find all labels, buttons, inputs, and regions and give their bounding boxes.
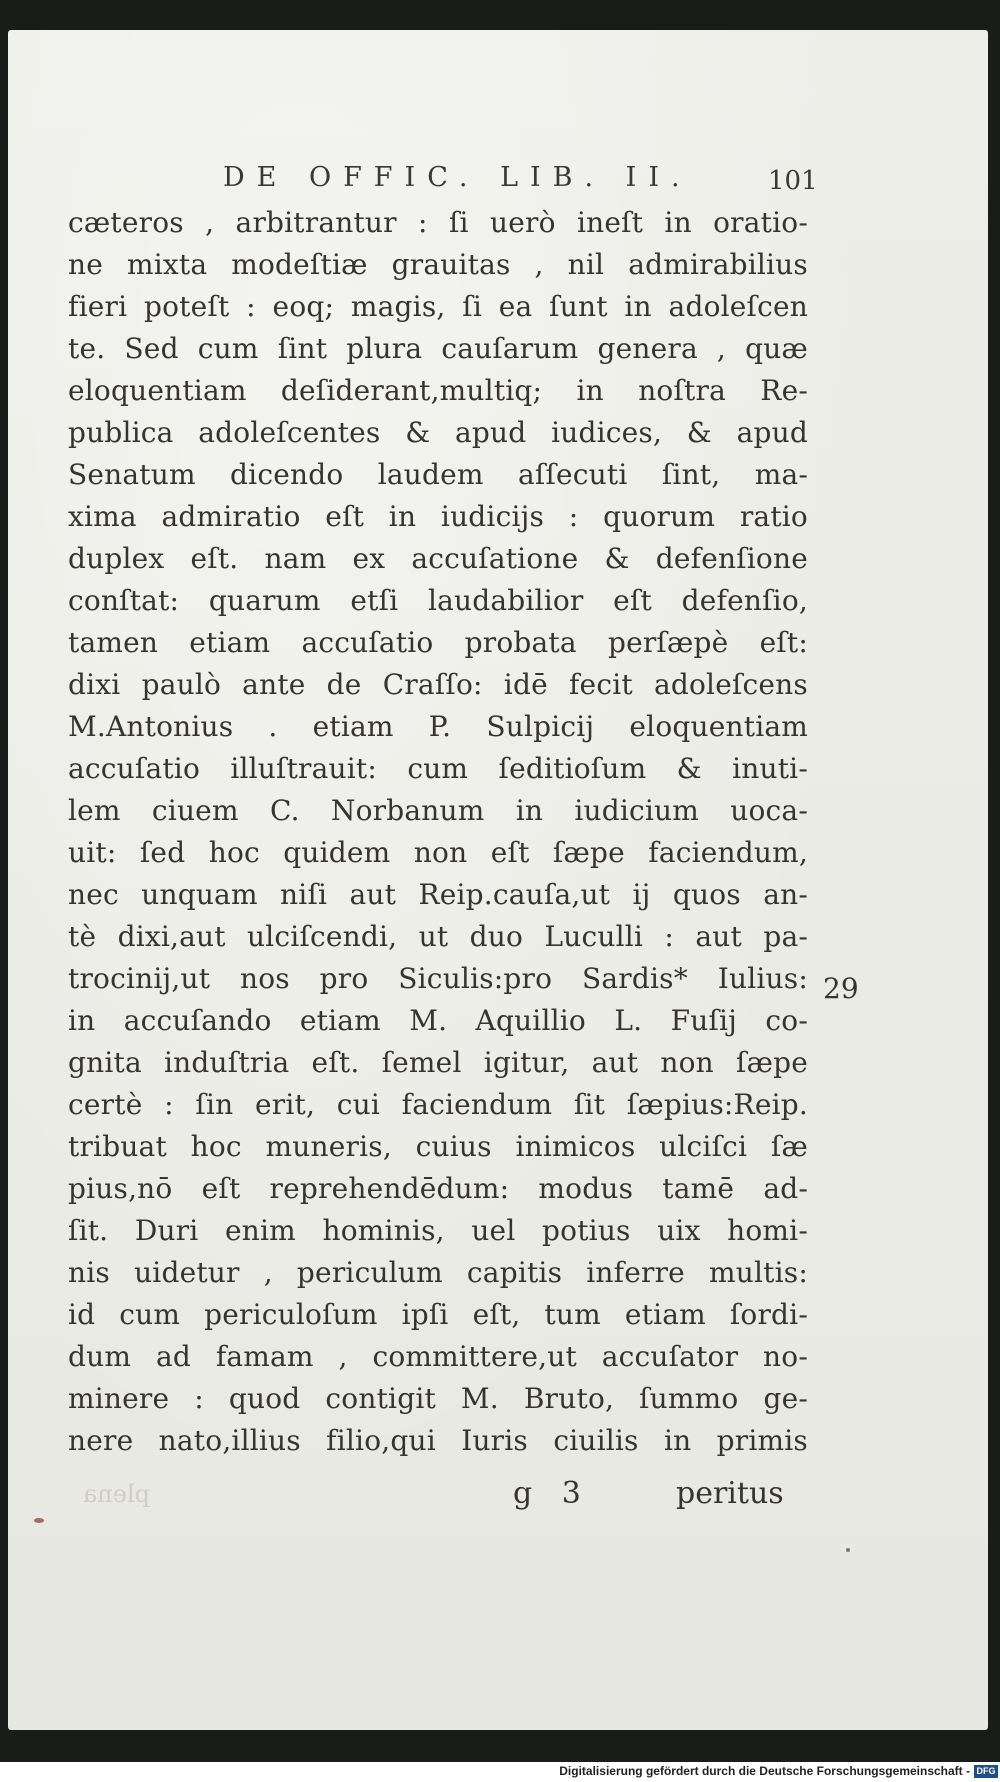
text-line: tè dixi,aut ulciſcendi, ut duo Luculli : aut pa-: [68, 920, 808, 953]
text-line: minere : quod contigit M. Bruto, ſummo ge-: [68, 1382, 808, 1415]
catchword: peritus: [676, 1476, 784, 1511]
text-line: te. Sed cum ſint plura cauſarum genera , quæ: [68, 332, 808, 365]
text-line: cæteros , arbitrantur : ſi uerò ineſt in oratio-: [68, 206, 808, 239]
text-line: conſtat: quarum etſi laudabilior eſt defenſio,: [68, 584, 808, 617]
text-line: accuſatio illuſtrauit: cum ſeditioſum & inuti-: [68, 752, 808, 785]
book-page: [8, 30, 988, 1730]
text-line: gnita induſtria eſt. ſemel igitur, aut non ſæpe: [68, 1046, 808, 1079]
page-number: 101: [768, 166, 818, 196]
text-line: certè : ſin erit, cui faciendum ſit ſæpius:Reip.: [68, 1088, 808, 1121]
text-line: pius,nō eſt reprehendēdum: modus tamē ad-: [68, 1172, 808, 1205]
text-line: M.Antonius . etiam P. Sulpicij eloquentiam: [68, 710, 808, 743]
text-line: xima admiratio eſt in iudicijs : quorum ratio: [68, 500, 808, 533]
paper-speck: [34, 1518, 44, 1523]
footer-bar: [0, 1762, 1000, 1782]
text-line: publica adoleſcentes & apud iudices, & apud: [68, 416, 808, 449]
text-line: nere nato,illius filio,qui Iuris ciuilis in primis: [68, 1424, 808, 1457]
text-line: Senatum dicendo laudem aſſecuti ſint, ma-: [68, 458, 808, 491]
signature-mark: g 3: [513, 1476, 591, 1511]
text-line: trocinij,ut nos pro Siculis:pro Sardis* Iulius:: [68, 962, 808, 995]
body-text: [68, 202, 808, 1462]
text-line: eloquentiam deſiderant,multiq; in noſtra Re-: [68, 374, 808, 407]
paper-speck: [846, 1548, 850, 1552]
text-line: fieri poteſt : eoq; magis, ſi ea ſunt in adoleſcen: [68, 290, 808, 323]
text-line: in accuſando etiam M. Aquillio L. Fuſij co-: [68, 1004, 808, 1037]
text-line: tamen etiam accuſatio probata perſæpè eſt:: [68, 626, 808, 659]
bleed-through-text: plena: [83, 1480, 151, 1508]
margin-note: 29: [823, 972, 859, 1005]
footer-credit: Digitalisierung gefördert durch die Deutsche Forschungsgemeinschaft -: [559, 1764, 970, 1778]
text-line: dum ad famam , committere,ut accuſator no-: [68, 1340, 808, 1373]
text-line: ne mixta modeſtiæ grauitas , nil admirabilius: [68, 248, 808, 281]
text-line: dixi paulò ante de Craſſo: idē fecit adoleſcens: [68, 668, 808, 701]
text-line: id cum periculoſum ipſi eſt, tum etiam ſordi-: [68, 1298, 808, 1331]
text-line: nis uidetur , periculum capitis inferre multis:: [68, 1256, 808, 1289]
text-line: uit: ſed hoc quidem non eſt ſæpe faciendum,: [68, 836, 808, 869]
dfg-logo: DFG: [974, 1765, 998, 1778]
text-line: tribuat hoc muneris, cuius inimicos ulciſci ſæ: [68, 1130, 808, 1163]
text-line: lem ciuem C. Norbanum in iudicium uoca-: [68, 794, 808, 827]
text-line: ſit. Duri enim hominis, uel potius uix homi-: [68, 1214, 808, 1247]
text-line: duplex eſt. nam ex accuſatione & defenſione: [68, 542, 808, 575]
running-head: DE OFFIC. LIB. II.: [223, 162, 692, 193]
text-line: nec unquam niſi aut Reip.cauſa,ut ij quos an-: [68, 878, 808, 911]
